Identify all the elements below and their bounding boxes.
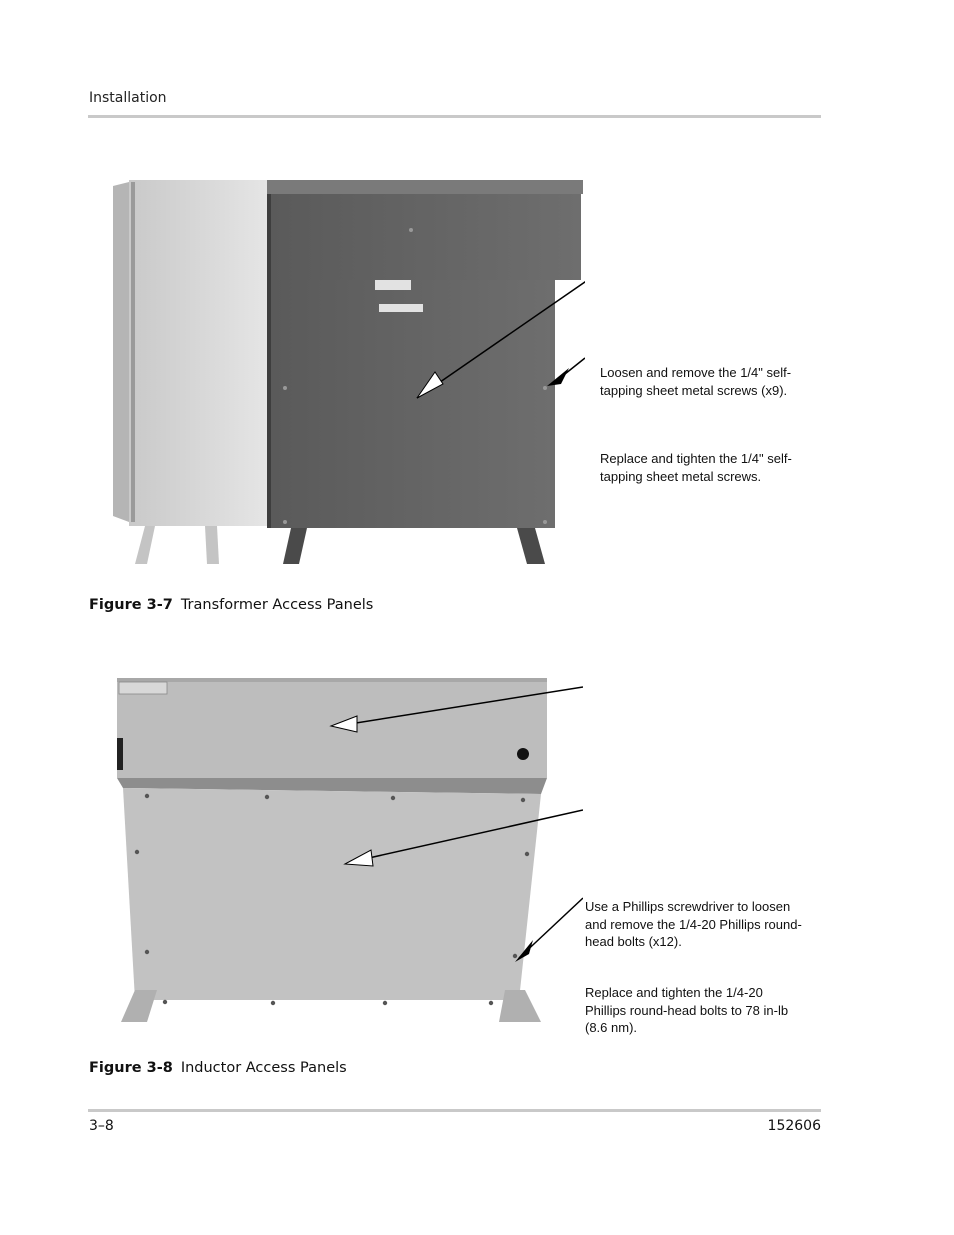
inductor-photo: [105, 676, 583, 1036]
fig1-callout-replace: Replace and tighten the 1/4" self-tapping sheet metal screws.: [600, 451, 792, 484]
fig2-callout-remove: Use a Phillips screwdriver to loosen and remove the 1/4-20 Phillips round-head bolts (x12).: [585, 899, 802, 949]
figure-title: Transformer Access Panels: [180, 597, 374, 613]
figure-label: Figure 3-7: [89, 597, 173, 613]
figure-label: Figure 3-8: [89, 1060, 173, 1076]
fig2-callout-replace: Replace and tighten the 1/4-20 Phillips round-head bolts to 78 in-lb (8.6 nm).: [585, 985, 789, 1035]
running-header: Installation: [89, 90, 167, 106]
figure-caption: [89, 597, 373, 613]
figure-caption: [89, 1060, 347, 1076]
document-number: 152606: [767, 1118, 821, 1134]
transformer-photo: [95, 172, 585, 570]
figure-title: Inductor Access Panels: [180, 1060, 347, 1076]
footer-rule: [88, 1109, 821, 1112]
page-number: 3–8: [89, 1118, 114, 1134]
header-rule: [88, 115, 821, 118]
fig1-callout-remove: Loosen and remove the 1/4" self-tapping sheet metal screws (x9).: [600, 365, 792, 398]
